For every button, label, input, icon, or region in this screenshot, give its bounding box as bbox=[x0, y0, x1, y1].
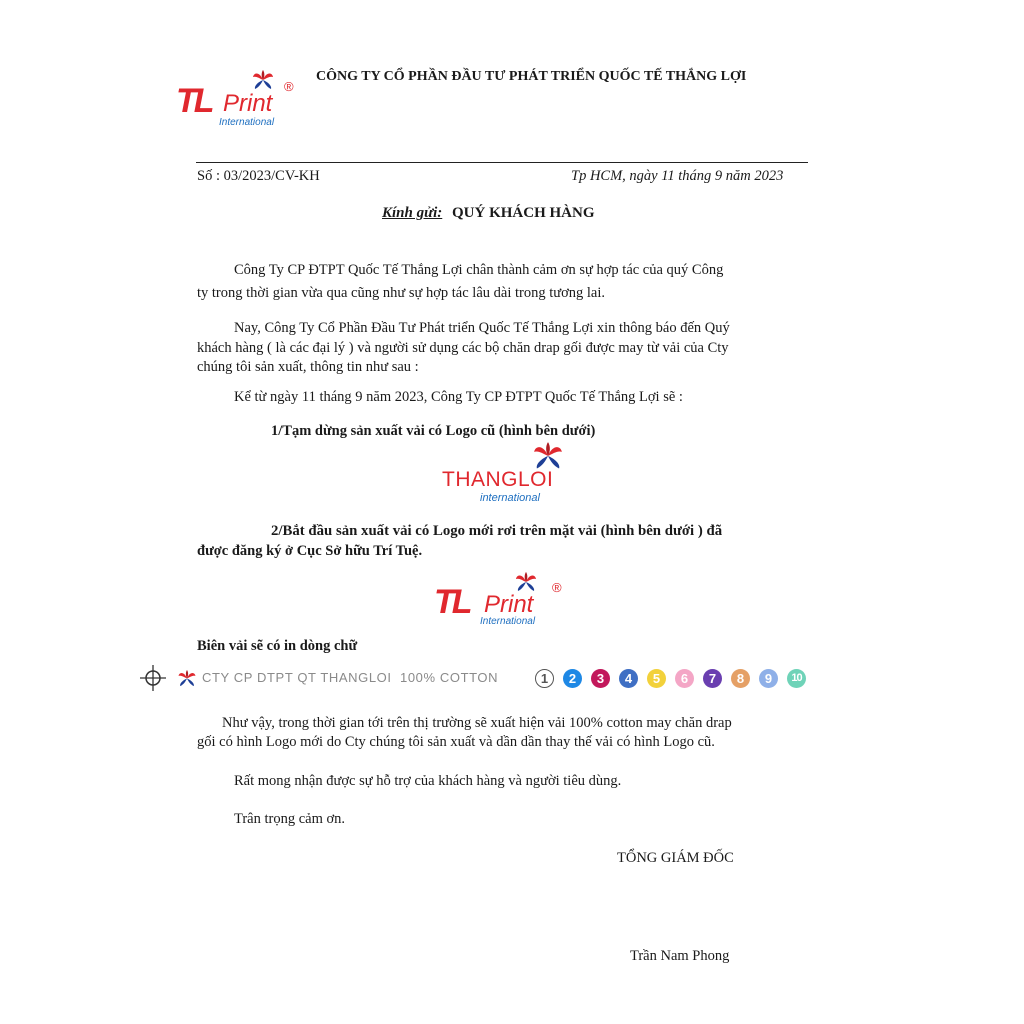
date-line: Tp HCM, ngày 11 tháng 9 năm 2023 bbox=[571, 168, 784, 184]
salutation-recipient: QUÝ KHÁCH HÀNG bbox=[452, 205, 595, 221]
document-number: Số : 03/2023/CV-KH bbox=[197, 168, 320, 184]
logo-international: International bbox=[219, 117, 275, 128]
selvage-heading: Biên vải sẽ có in dòng chữ bbox=[197, 638, 358, 654]
number-circle-2: 2 bbox=[563, 669, 582, 688]
number-circle-10: 10 bbox=[787, 669, 806, 688]
signature-title: TỔNG GIÁM ĐỐC bbox=[617, 850, 734, 866]
logo-tl: TL bbox=[176, 82, 212, 120]
paragraph-2-line-1: Nay, Công Ty Cổ Phần Đầu Tư Phát triển Quốc Tế Thắng Lợi xin thông báo đến Quý bbox=[234, 320, 730, 336]
crosshair-icon bbox=[140, 665, 166, 691]
company-logo bbox=[176, 66, 301, 132]
company-name: CÔNG TY CỔ PHẦN ĐẦU TƯ PHÁT TRIỂN QUỐC TẾ THẮNG LỢI bbox=[316, 69, 747, 84]
paragraph-2-line-3: chúng tôi sản xuất, thông tin như sau : bbox=[197, 359, 419, 375]
salutation-label: Kính gửi: bbox=[382, 205, 443, 221]
number-circle-5: 5 bbox=[647, 669, 666, 688]
new-logo bbox=[434, 572, 569, 632]
old-logo-international: international bbox=[480, 492, 540, 504]
selvage-number-row bbox=[535, 669, 815, 689]
paragraph-4-line-2: gối có hình Logo mới do Cty chúng tôi sản xuất và dần dần thay thế vải có hình Logo cũ. bbox=[197, 734, 715, 750]
paragraph-5: Rất mong nhận được sự hỗ trợ của khách hàng và người tiêu dùng. bbox=[234, 773, 622, 789]
item-2-line-2: được đăng ký ở Cục Sở hữu Trí Tuệ. bbox=[197, 543, 423, 559]
new-logo-tl: TL bbox=[434, 583, 470, 621]
item-1: 1/Tạm dừng sản xuất vải có Logo cũ (hình bên dưới) bbox=[271, 423, 596, 439]
registered-mark: ® bbox=[284, 79, 294, 94]
paragraph-4-line-1: Như vậy, trong thời gian tới trên thị trường sẽ xuất hiện vải 100% cotton may chăn drap bbox=[222, 715, 732, 731]
paragraph-2-line-2: khách hàng ( là các đại lý ) và người sử dụng các bộ chăn drap gối được may từ vải của Cty bbox=[197, 340, 729, 356]
selvage-text: CTY CP DTPT QT THANGLOI 100% COTTON bbox=[202, 670, 499, 685]
flower-icon bbox=[176, 670, 198, 687]
number-circle-8: 8 bbox=[731, 669, 750, 688]
selvage-strip bbox=[140, 664, 820, 694]
number-circle-1: 1 bbox=[535, 669, 554, 688]
header-divider bbox=[196, 162, 808, 163]
number-circle-4: 4 bbox=[619, 669, 638, 688]
paragraph-6: Trân trọng cảm ơn. bbox=[234, 811, 346, 827]
paragraph-3: Kể từ ngày 11 tháng 9 năm 2023, Công Ty CP ĐTPT Quốc Tế Thắng Lợi sẽ : bbox=[234, 389, 683, 405]
new-logo-print: Print bbox=[484, 591, 534, 618]
salutation bbox=[382, 202, 595, 224]
logo-print: Print bbox=[223, 90, 273, 117]
paragraph-1-line-2: ty trong thời gian vừa qua cũng như sự hợp tác lâu dài trong tương lai. bbox=[197, 285, 606, 301]
number-circle-3: 3 bbox=[591, 669, 610, 688]
signature-name: Trần Nam Phong bbox=[630, 948, 730, 964]
old-logo-brand: THANGLOI bbox=[442, 468, 554, 491]
old-logo bbox=[440, 442, 580, 506]
flower-icon bbox=[513, 572, 539, 592]
flower-icon bbox=[250, 70, 276, 90]
number-circle-9: 9 bbox=[759, 669, 778, 688]
paragraph-1-line-1: Công Ty CP ĐTPT Quốc Tế Thắng Lợi chân thành cảm ơn sự hợp tác của quý Công bbox=[234, 262, 724, 278]
number-circle-6: 6 bbox=[675, 669, 694, 688]
flower-icon bbox=[530, 442, 566, 470]
new-logo-international: International bbox=[480, 616, 536, 627]
number-circle-7: 7 bbox=[703, 669, 722, 688]
item-2-line-1: 2/Bắt đầu sản xuất vải có Logo mới rơi trên mặt vải (hình bên dưới ) đã bbox=[271, 523, 723, 539]
registered-mark: ® bbox=[552, 580, 562, 595]
